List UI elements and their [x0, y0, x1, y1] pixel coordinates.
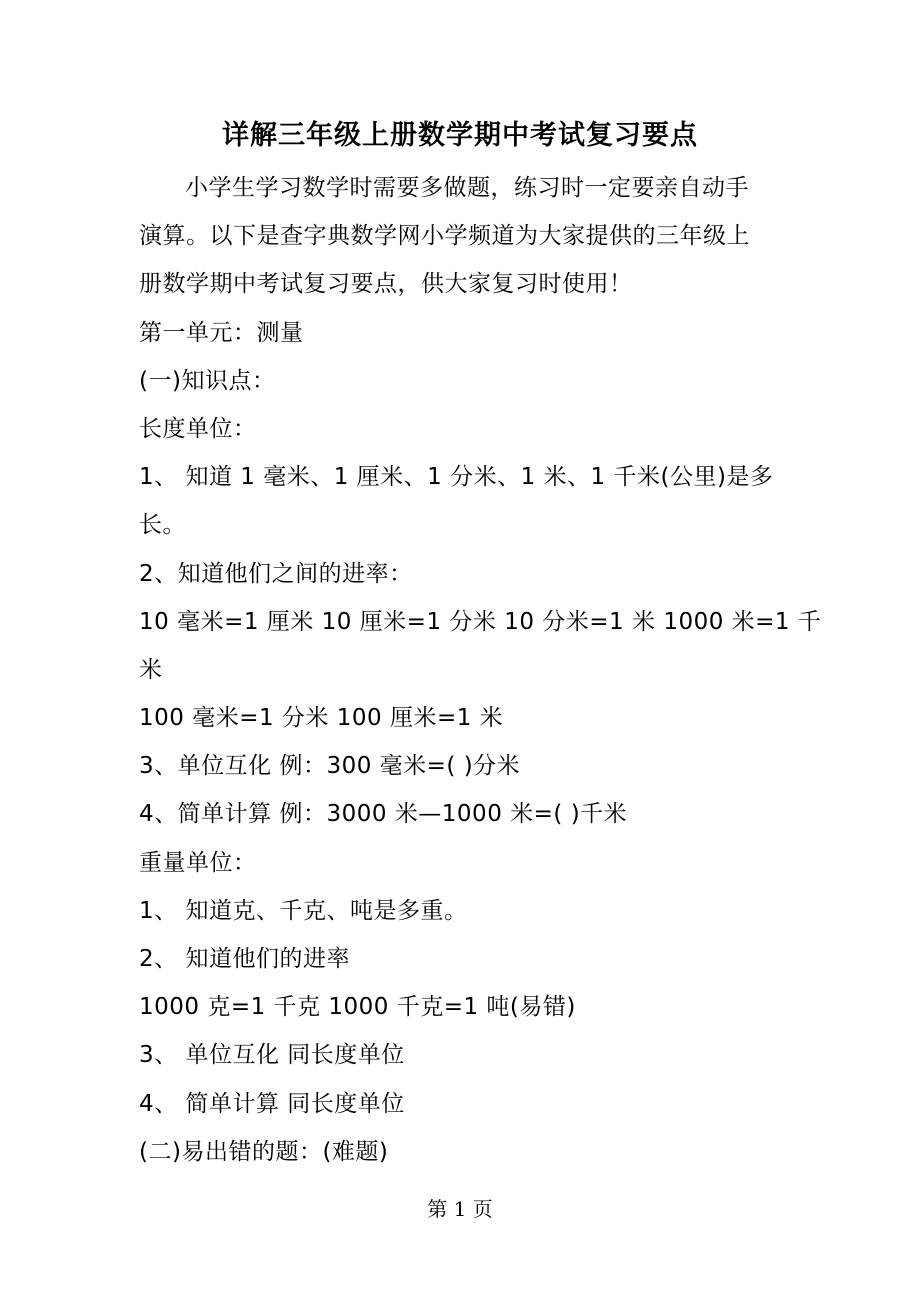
conversion-line: 100 毫米=1 分米 100 厘米=1 米 [139, 705, 504, 732]
conversion-line: 1000 克=1 千克 1000 千克=1 吨(易错) [139, 994, 576, 1021]
subheading-weight-units: 重量单位： [139, 849, 257, 876]
list-item: 3、 单位互化 同长度单位 [139, 1042, 405, 1069]
page-number: 第 1 页 [427, 1197, 493, 1221]
intro-line-2: 演算。以下是查字典数学网小学频道为大家提供的三年级上 [139, 223, 750, 250]
list-item: 4、简单计算 例：3000 米—1000 米=( )千米 [139, 801, 628, 828]
list-item-continuation: 长。 [139, 512, 186, 539]
list-item: 3、单位互化 例：300 毫米=( )分米 [139, 753, 521, 780]
document-title: 详解三年级上册数学期中考试复习要点 [222, 120, 698, 151]
conversion-line-continuation: 米 [139, 656, 163, 683]
document-body [139, 164, 822, 1176]
list-item: 1、 知道克、千克、吨是多重。 [139, 897, 468, 924]
list-item: 1、 知道 1 毫米、1 厘米、1 分米、1 米、1 千米(公里)是多 [139, 464, 774, 491]
list-item: 2、 知道他们的进率 [139, 946, 350, 972]
intro-line-3: 册数学期中考试复习要点，供大家复习时使用！ [139, 271, 633, 298]
section-heading-knowledge: (一)知识点： [139, 367, 276, 394]
list-item: 4、 简单计算 同长度单位 [139, 1090, 405, 1117]
list-item: 2、知道他们之间的进率： [139, 560, 413, 587]
unit-heading: 第一单元：测量 [139, 319, 304, 346]
subheading-length-units: 长度单位： [139, 415, 257, 442]
conversion-line: 10 毫米=1 厘米 10 厘米=1 分米 10 分米=1 米 1000 米=1 千 [139, 608, 822, 635]
section-heading-common-mistakes: (二)易出错的题：(难题) [139, 1138, 389, 1165]
intro-line-1: 小学生学习数学时需要多做题，练习时一定要亲自动手 [185, 175, 749, 201]
